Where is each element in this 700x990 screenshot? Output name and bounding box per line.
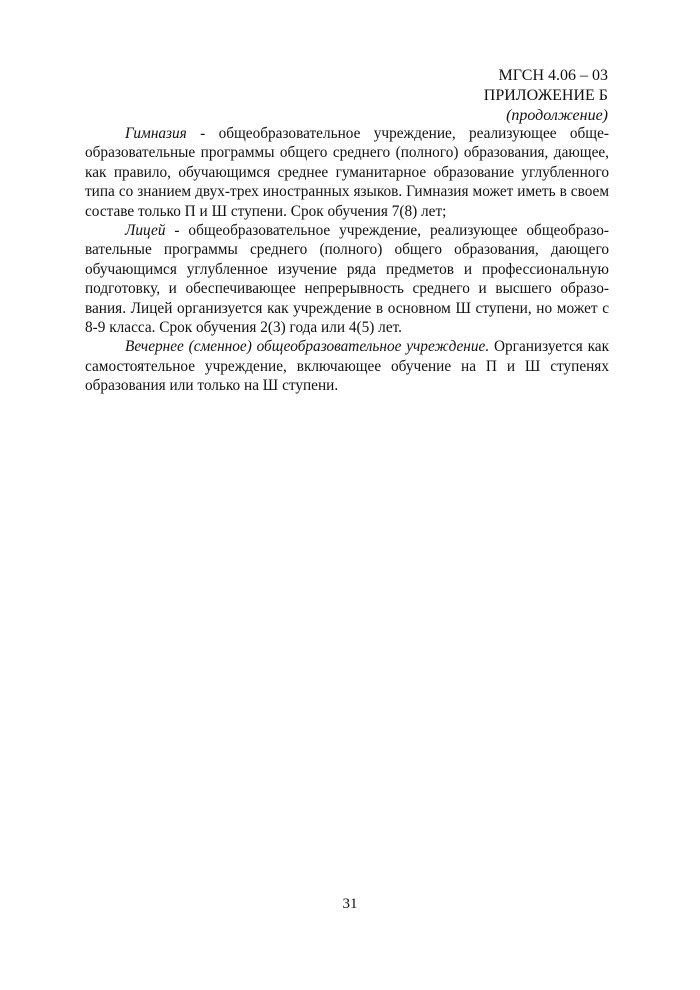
continuation-label: (продолжение) <box>506 107 608 124</box>
term-gymnasium: Гимназия <box>125 125 187 142</box>
paragraph-lyceum <box>85 221 609 337</box>
definition-gymnasium: - общеобразовательное учреждение, реализующее общеобразовательные программы общего среднего (полного) образования, дающее, как правило, обучающимся среднее гуманитарное образование углубленного типа со знанием двух-трех иностранных языков. Гимназия может иметь в своем составе только П и Ш ступени. Срок обучения 7(8) лет; <box>85 125 609 220</box>
document-body <box>85 124 609 396</box>
term-lyceum: Лицей <box>125 222 166 240</box>
definition-lyceum: - общеобразовательное учреждение, реализующее общеобразовательные программы среднего (полного) общего образования, дающего обучающимся углубленное изучение ряда предметов и профессиональную подготовку, и обеспечивающее непрерывность среднего и высшего образования. Лицей организуется как учреждение в основном Ш ступени, но может с 8-9 класса. Срок обучения 2(3) года или 4(5) лет. <box>85 222 609 337</box>
definition-evening-school: Организуется как самостоятельное учреждение, включающее обучение на П и Ш ступенях образования или только на Ш ступени. <box>85 338 610 395</box>
term-evening-school: Вечернее (сменное) общеобразовательное учреждение. <box>125 338 490 356</box>
paragraph-gymnasium <box>85 124 609 221</box>
page-number: 31 <box>342 896 358 912</box>
appendix-title: ПРИЛОЖЕНИЕ Б <box>483 87 608 104</box>
paragraph-evening-school <box>85 337 609 395</box>
standard-code: МГСН 4.06 – 03 <box>498 67 608 84</box>
document-header <box>484 66 608 126</box>
